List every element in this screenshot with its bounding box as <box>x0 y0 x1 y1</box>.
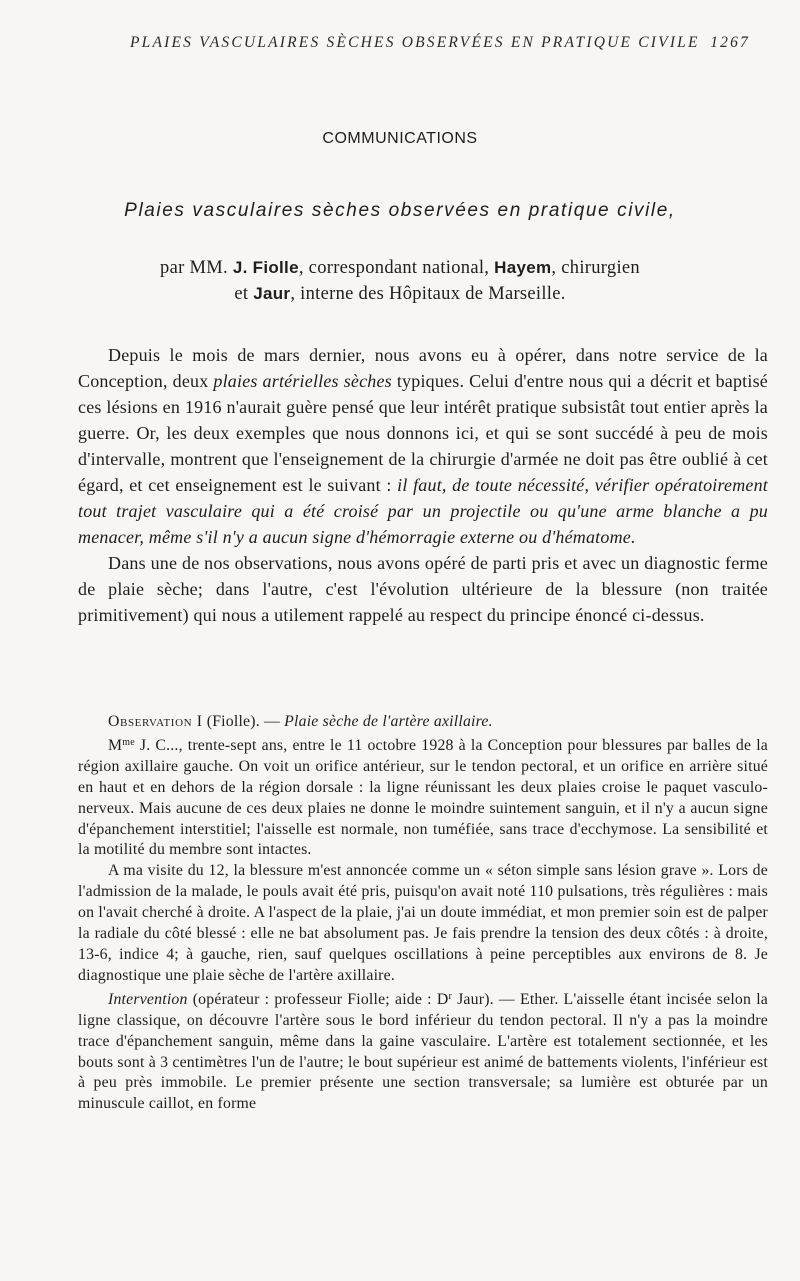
text-run: J. C..., trente-sept ans, entre le 11 octobre 1928 à la Conception pour blessures par balles de la région axillaire gauche. On voit un orifice antérieur, sur le tendon pectoral, et un orifice en arrière situé en haut et en dehors de la région dorsale : la ligne réunissant les deux plaies croise le paquet vasculo-nerveux. Mais aucune de ces deux plaies ne donne le moindre suintement sanguin, et il n'y a aucun signe d'épanchement interstitiel; l'aisselle est normale, non tuméfiée, sans trace d'ecchymose. La sensibilité et la motilité du membre sont intactes. <box>78 736 768 859</box>
byline-text: et <box>234 284 254 304</box>
superscript: me <box>122 736 135 748</box>
observation-title: Plaie sèche de l'artère axillaire. <box>284 713 493 730</box>
observation-author: (Fiolle). — <box>202 713 285 730</box>
intervention-label: Intervention <box>108 990 188 1008</box>
introduction <box>78 342 768 628</box>
text-run: (opérateur : professeur Fiolle; aide : D <box>187 990 449 1008</box>
intro-paragraph: Dans une de nos observations, nous avons opéré de parti pris et avec un diagnostic ferme de plaie sèche; dans l'autre, c'est l'évolution ultérieure de la blessure (non traitée primitivement) qui nous a utilement rappelé au respect du principe énoncé ci-dessus. <box>78 553 768 625</box>
observation-paragraph: A ma visite du 12, la blessure m'est annoncée comme un « séton simple sans lésion grave ». Lors de l'admission de la malade, le pouls avait été pris, puisqu'on avait noté 110 pulsations, très régulières : mais on l'avait cherché à droite. A l'aspect de la plaie, j'ai un doute immédiat, et mon premier soin est de palper la radiale du côté blessé : elle ne bat absolument pas. Je fais prendre la tension des deux côtés : à droite, 13-6, indice 4; à gauche, rien, sauf quelques oscillations à peine perceptibles aux environs de 8. Je diagnostique une plaie sèche de l'artère axillaire. <box>78 862 768 984</box>
section-title: COMMUNICATIONS <box>322 130 478 147</box>
text-run: Depuis le mois de mars dernier, nous avons eu à opérer, dans notre service de la Conception, deux <box>78 345 768 391</box>
italic-principle: il faut, de toute nécessité, vérifier opératoirement tout trajet vasculaire qui a été croisé par un projectile ou qu'une arme blanche a pu menacer, même s'il n'y a aucun signe d'hémorragie externe ou d'hématome. <box>78 475 768 547</box>
observation-label: Observation I <box>108 713 203 730</box>
superscript: r <box>448 990 452 1002</box>
author-name: J. Fiolle <box>232 258 299 277</box>
italic-term: plaies artérielles sèches <box>213 371 392 391</box>
observation-1 <box>78 712 768 1115</box>
author-name: Hayem <box>494 258 552 277</box>
intro-paragraph <box>78 342 768 550</box>
text-run: typiques. Celui d'entre nous qui a décrit et baptisé ces lésions en 1916 n'aurait guère pensé que leur intérêt pratique subsistât tout entier après la guerre. Or, les deux exemples que nous donnons ici, et qui se sont succédé à peu de mois d'intervalle, montrent que l'enseignement de la chirurgie d'armée ne doit pas être oublié à cet égard, et cet enseignement est le suivant : <box>78 371 768 495</box>
byline-text: par MM. <box>160 258 233 278</box>
article-title: Plaies vasculaires sèches observées en pratique civile, <box>124 200 676 221</box>
byline-text: , correspondant national, <box>298 258 495 278</box>
author-name: Jaur <box>253 284 291 303</box>
byline-text: , interne des Hôpitaux de Marseille. <box>290 284 566 304</box>
byline <box>0 255 800 307</box>
observation-paragraph <box>78 733 768 861</box>
observation-heading <box>78 712 768 733</box>
text-run: Jaur). — Ether. L'aisselle étant incisée selon la ligne classique, on découvre l'artère sous le bord inférieur du tendon pectoral. Il n'y a pas la moindre trace d'épanchement sanguin, même dans la gaine vasculaire. L'artère est totalement sectionnée, et les bouts sont à 3 centimètres l'un de l'autre; le bout supérieur est animé de battements violents, l'inférieur est à peu près immobile. Le premier présente une section transversale; sa lumière est obturée par un minuscule caillot, en forme <box>78 990 768 1113</box>
byline-text: , chirurgien <box>551 258 640 278</box>
running-head-title: PLAIES VASCULAIRES SÈCHES OBSERVÉES EN PRATIQUE CIVILE <box>130 34 700 51</box>
observation-paragraph <box>78 987 768 1115</box>
text-run: M <box>108 736 123 754</box>
page-number: 1267 <box>710 34 750 51</box>
running-head <box>130 34 750 52</box>
